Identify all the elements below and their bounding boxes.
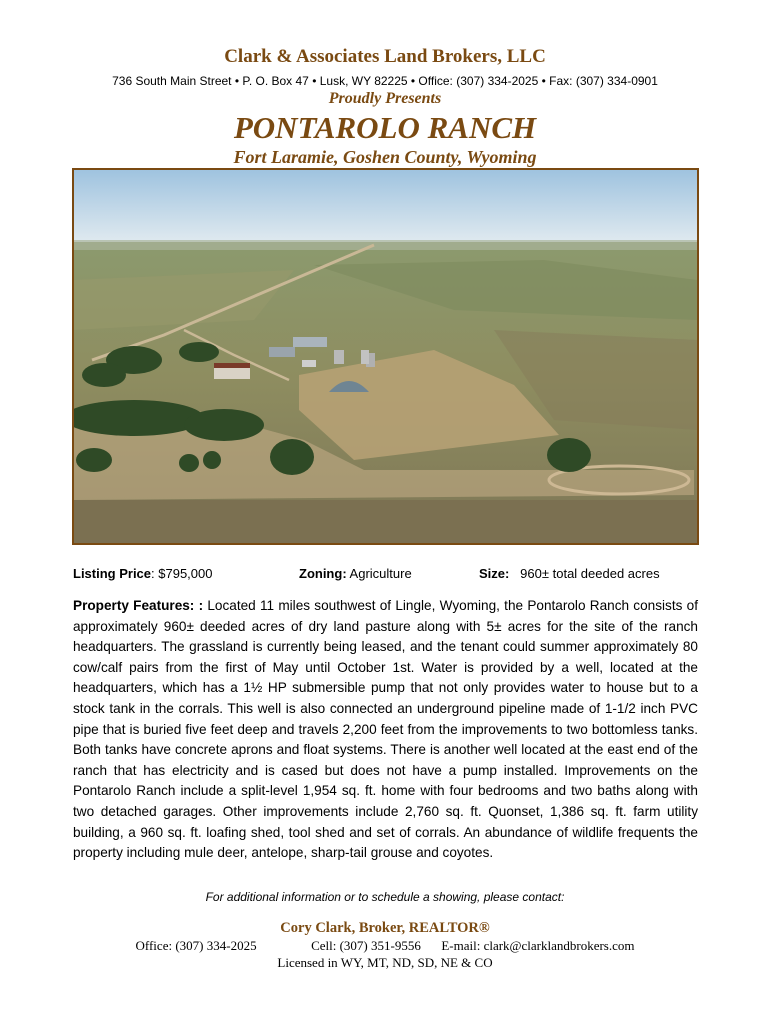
size: [479, 566, 660, 581]
contact-line: [0, 938, 770, 954]
ranch-aerial-photo: [72, 168, 699, 545]
ranch-title: PONTAROLO RANCH: [233, 110, 537, 145]
company-address: 736 South Main Street • P. O. Box 47 • Lusk, WY 82225 • Office: (307) 334-2025 • Fax: (307) 334-0901: [112, 74, 658, 88]
listing-price: [73, 566, 212, 581]
presents-line: Proudly Presents: [328, 90, 442, 107]
office-phone: Office: (307) 334-2025: [135, 938, 257, 953]
license-states: Licensed in WY, MT, ND, SD, NE & CO: [277, 955, 493, 970]
listing-price-value: : $795,000: [151, 566, 213, 581]
zoning: [299, 566, 412, 581]
contact-note: For additional information or to schedule a showing, please contact:: [205, 890, 565, 904]
listing-price-label: Listing Price: [73, 566, 152, 581]
size-label: Size:: [479, 566, 510, 581]
zoning-label: Zoning:: [299, 566, 347, 581]
email[interactable]: E-mail: clark@clarklandbrokers.com: [441, 938, 635, 953]
broker-name: Cory Clark, Broker, REALTOR®: [280, 920, 490, 936]
cell-phone: Cell: (307) 351-9556: [311, 938, 421, 953]
features-label: Property Features: :: [73, 598, 204, 613]
property-features: [73, 596, 698, 864]
company-name: Clark & Associates Land Brokers, LLC: [224, 46, 546, 67]
zoning-value: Agriculture: [346, 566, 412, 581]
size-value: 960± total deeded acres: [509, 566, 660, 581]
features-text: Located 11 miles southwest of Lingle, Wyoming, the Pontarolo Ranch consists of approximately 960± deeded acres of dry land pasture along with 5± acres for the site of the ranch headquarters. The grassland is currently being leased, and the tenant could summer approximately 80 cow/calf pairs from the first of May until October 1st. Water is provided by a well, located at the headquarters, which has a 1½ HP submersible pump that not only provides water to house but to a stock tank in the corrals. This well is also connected an underground pipeline made of 1-1/2 inch PVC pipe that is buried five feet deep and travels 2,200 feet from the improvements to two bottomless tanks. Both tanks have concrete aprons and float systems. There is another well located at the east end of the ranch that has electricity and is cased but does not have a pump installed. Improvements on the Pontarolo Ranch include a split-level 1,954 sq. ft. home with four bedrooms and two baths along with two detached garages. Other improvements include 2,760 sq. ft. Quonset, 1,386 sq. ft. farm utility building, a 960 sq. ft. loafing shed, tool shed and set of corrals. An abundance of wildlife frequents the property including mule deer, antelope, sharp-tail grouse and coyotes.: [73, 598, 698, 861]
ranch-location: Fort Laramie, Goshen County, Wyoming: [233, 147, 537, 167]
